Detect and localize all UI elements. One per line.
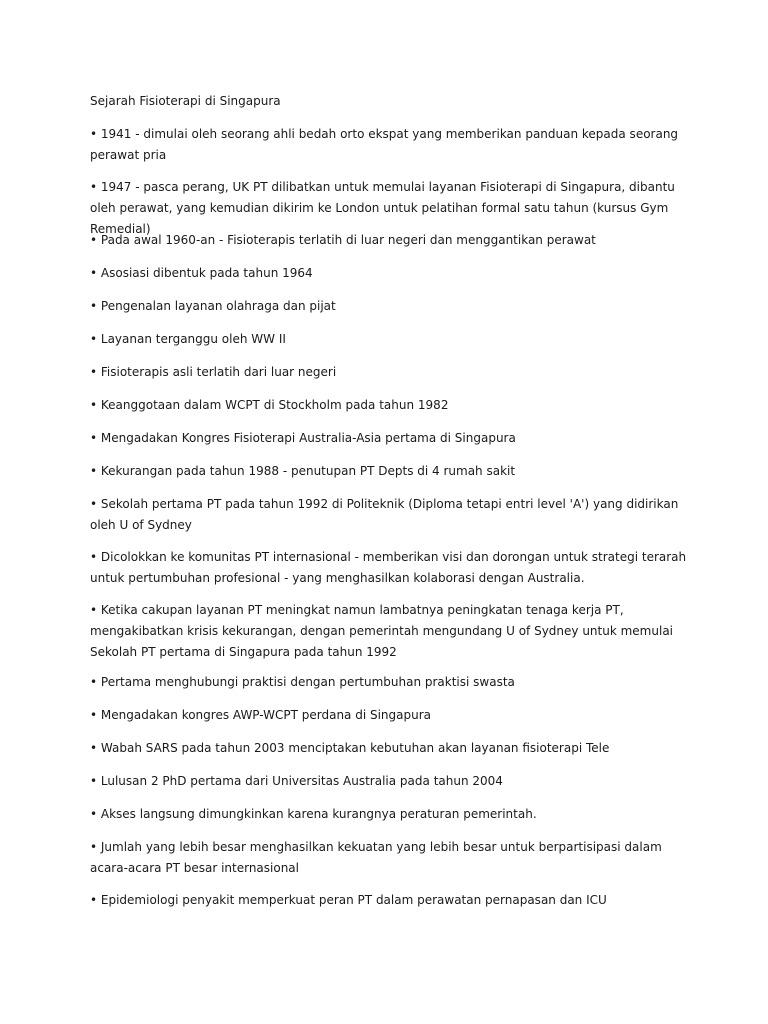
bullet-item-awp-wcpt: • Mengadakan kongres AWP-WCPT perdana di Singapura xyxy=(90,708,432,722)
document-title: Sejarah Fisioterapi di Singapura xyxy=(90,94,281,108)
bullet-item-first-school: • Sekolah pertama PT pada tahun 1992 di Politeknik (Diploma tetapi entri level 'A') yang didirikan oleh U of Sydney xyxy=(90,497,679,532)
bullet-item-sports-massage: • Pengenalan layanan olahraga dan pijat xyxy=(90,299,336,313)
bullet-item-participation: • Jumlah yang lebih besar menghasilkan kekuatan yang lebih besar untuk berpartisipasi dalam acara-acara PT besar internasional xyxy=(90,840,662,875)
bullet-item-ww2: • Layanan terganggu oleh WW II xyxy=(90,332,286,346)
bullet-item-private-practice: • Pertama menghubungi praktisi dengan pertumbuhan praktisi swasta xyxy=(90,675,515,689)
bullet-item-direct-access: • Akses langsung dimungkinkan karena kurangnya peraturan pemerintah. xyxy=(90,807,537,821)
bullet-item-1941: • 1941 - dimulai oleh seorang ahli bedah orto ekspat yang memberikan panduan kepada seorang perawat pria xyxy=(90,127,679,162)
bullet-item-1960s: • Pada awal 1960-an - Fisioterapis terlatih di luar negeri dan menggantikan perawat xyxy=(90,233,596,247)
bullet-item-wcpt-membership: • Keanggotaan dalam WCPT di Stockholm pada tahun 1982 xyxy=(90,398,449,412)
bullet-item-congress: • Mengadakan Kongres Fisioterapi Australia-Asia pertama di Singapura xyxy=(90,431,516,445)
bullet-item-workforce-crisis: • Ketika cakupan layanan PT meningkat namun lambatnya peningkatan tenaga kerja PT, mengakibatkan krisis kekurangan, dengan pemerintah mengundang U of Sydney untuk memulai Sekolah PT pertama di Singapura pada tahun 1992 xyxy=(90,603,674,659)
bullet-item-native-physio: • Fisioterapis asli terlatih dari luar negeri xyxy=(90,365,337,379)
bullet-item-sars: • Wabah SARS pada tahun 2003 menciptakan kebutuhan akan layanan fisioterapi Tele xyxy=(90,741,610,755)
bullet-item-international: • Dicolokkan ke komunitas PT internasional - memberikan visi dan dorongan untuk strategi terarah untuk pertumbuhan profesional - yang menghasilkan kolaborasi dengan Australia. xyxy=(90,550,687,585)
bullet-item-shortage-1988: • Kekurangan pada tahun 1988 - penutupan PT Depts di 4 rumah sakit xyxy=(90,464,516,478)
bullet-item-1947: • 1947 - pasca perang, UK PT dilibatkan untuk memulai layanan Fisioterapi di Singapura, dibantu oleh perawat, yang kemudian dikirim ke London untuk pelatihan formal satu tahun (kursus Gym Remedial) xyxy=(90,180,675,236)
bullet-item-phd-graduates: • Lulusan 2 PhD pertama dari Universitas Australia pada tahun 2004 xyxy=(90,774,503,788)
bullet-item-association: • Asosiasi dibentuk pada tahun 1964 xyxy=(90,266,313,280)
bullet-item-epidemiology: • Epidemiologi penyakit memperkuat peran PT dalam perawatan pernapasan dan ICU xyxy=(90,893,607,907)
